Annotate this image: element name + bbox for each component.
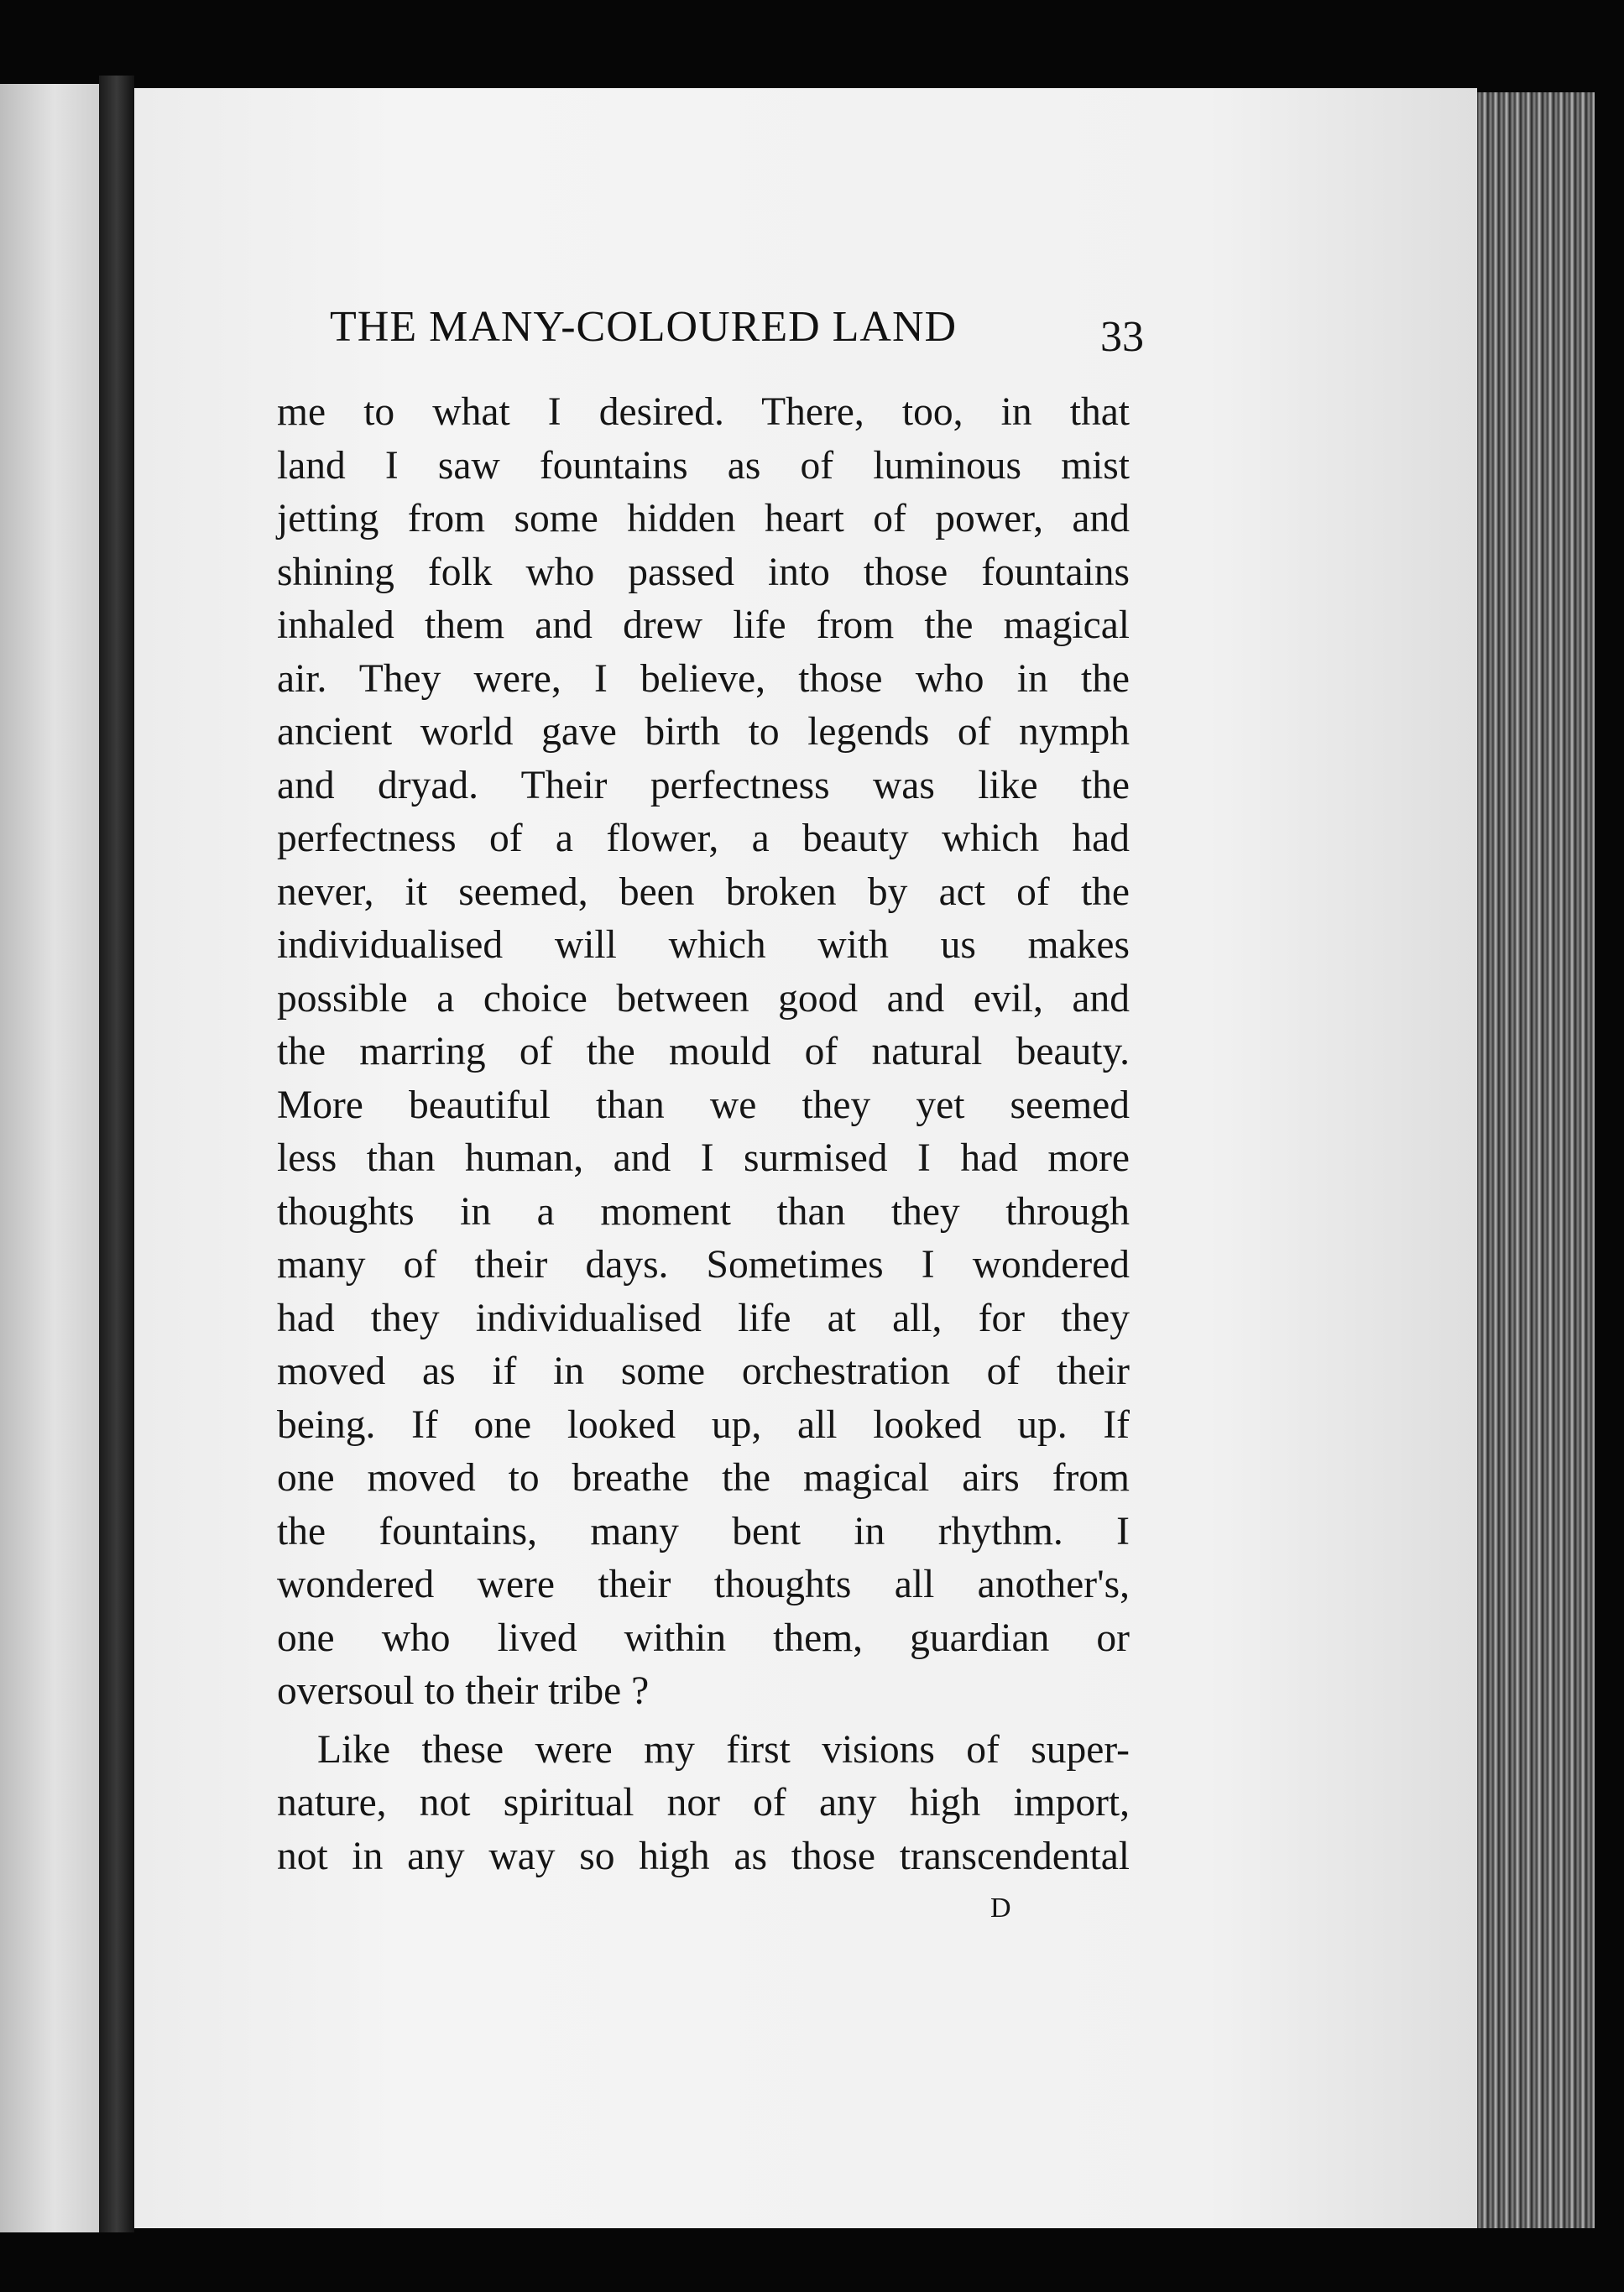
text-line: had they individualised life at all, for they: [277, 1296, 1130, 1340]
text-line: less than human, and I surmised I had more: [277, 1136, 1130, 1180]
text-line: individualised will which with us makes: [277, 923, 1130, 967]
text-line: possible a choice between good and evil, and: [277, 976, 1130, 1021]
text-line: Like these were my first visions of super-: [317, 1727, 1130, 1772]
text-line: land I saw fountains as of luminous mist: [277, 443, 1130, 488]
text-line: being. If one looked up, all looked up. If: [277, 1402, 1130, 1447]
text-line: ancient world gave birth to legends of nymph: [277, 710, 1130, 754]
facing-page-edge: [0, 84, 99, 2232]
text-line: and dryad. Their perfectness was like the: [277, 763, 1130, 807]
page-stack-edges: [1477, 92, 1595, 2228]
text-line: nature, not spiritual nor of any high import,: [277, 1781, 1130, 1825]
page-number: 33: [1100, 313, 1144, 361]
paragraph-2: [277, 1724, 1130, 1884]
text-line: one moved to breathe the magical airs from: [277, 1456, 1130, 1500]
text-line: the marring of the mould of natural beauty.: [277, 1030, 1130, 1073]
text-line: one who lived within them, guardian or: [277, 1616, 1130, 1660]
text-line: never, it seemed, been broken by act of the: [277, 869, 1130, 914]
book-gutter: [99, 76, 134, 2232]
text-line: many of their days. Sometimes I wondered: [277, 1243, 1130, 1287]
text-line: shining folk who passed into those fountains: [277, 550, 1130, 594]
signature-mark: D: [990, 1893, 1011, 1924]
text-line: More beautiful than we they yet seemed: [277, 1083, 1130, 1127]
page-header: [330, 302, 1144, 369]
text-line: air. They were, I believe, those who in the: [277, 656, 1130, 701]
text-line: not in any way so high as those transcendental: [277, 1834, 1130, 1878]
text-line: moved as if in some orchestration of their: [277, 1350, 1130, 1393]
text-line: wondered were their thoughts all another's,: [277, 1563, 1130, 1606]
text-line: the fountains, many bent in rhythm. I: [277, 1509, 1130, 1553]
text-line: inhaled them and drew life from the magical: [277, 603, 1130, 647]
text-line: oversoul to their tribe ?: [277, 1669, 650, 1713]
text-line: thoughts in a moment than they through: [277, 1189, 1130, 1234]
text-line: perfectness of a flower, a beauty which had: [277, 817, 1130, 860]
body-text: [277, 386, 1130, 1883]
text-line: me to what I desired. There, too, in that: [277, 390, 1130, 434]
text-line: jetting from some hidden heart of power, and: [277, 497, 1130, 540]
paragraph-1: [277, 386, 1130, 1719]
running-title: THE MANY-COLOURED LAND: [330, 303, 958, 351]
